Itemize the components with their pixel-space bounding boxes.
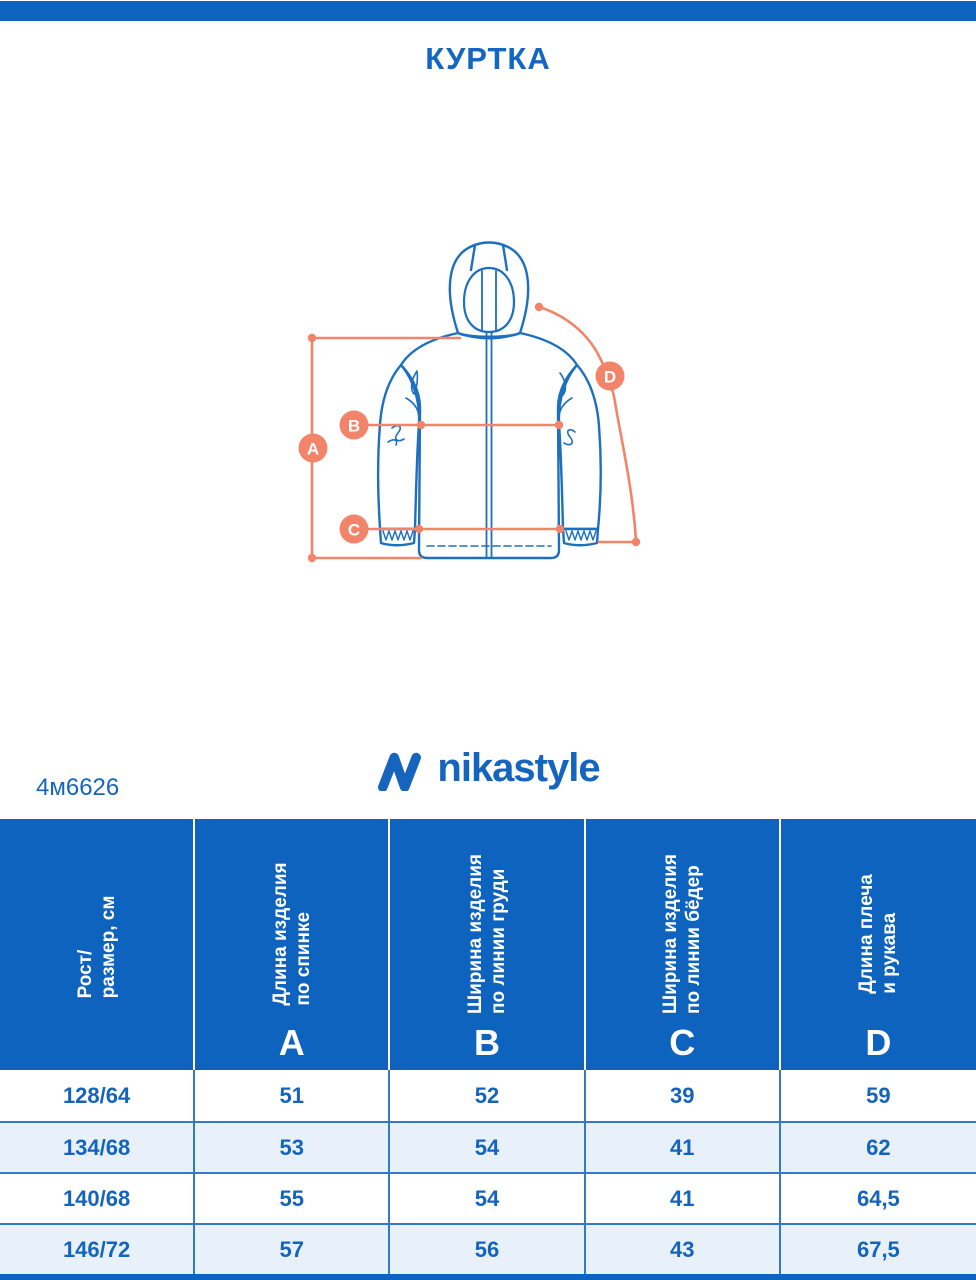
value-cell-b: 54	[390, 1121, 585, 1172]
value-cell-c: 43	[586, 1223, 781, 1274]
column-label-size: Рост/ размер, см	[74, 895, 119, 999]
value-cell-b: 56	[390, 1223, 585, 1274]
value-cell-d: 62	[781, 1121, 976, 1172]
value-cell-d: 64,5	[781, 1172, 976, 1223]
brand-logo	[0, 744, 976, 796]
jacket-body	[401, 333, 577, 558]
value-cell-c: 39	[586, 1070, 781, 1121]
column-label-b: Ширина изделия по линии груди	[464, 854, 509, 1015]
size-cell: 134/68	[0, 1121, 195, 1172]
column-header-b	[390, 819, 585, 1070]
brand-name: nikastyle	[437, 745, 600, 790]
measurement-marker-b	[340, 411, 369, 440]
table-body	[0, 1070, 976, 1274]
column-letter-a: A	[278, 1022, 305, 1063]
value-cell-b: 52	[390, 1070, 585, 1121]
column-letter-b: B	[473, 1022, 500, 1063]
table-header-row	[0, 819, 976, 1070]
value-cell-b: 54	[390, 1172, 585, 1223]
page-title: КУРТКА	[425, 41, 551, 76]
column-header-a	[195, 819, 390, 1070]
jacket-measurement-diagram	[280, 228, 680, 588]
column-label-a: Длина изделия по спинке	[269, 862, 314, 1007]
column-letter-d: D	[865, 1022, 892, 1063]
hood-opening	[464, 268, 514, 332]
top-bar	[0, 1, 976, 21]
value-cell-c: 41	[586, 1172, 781, 1223]
marker-letter-c: C	[347, 520, 361, 540]
column-header-size	[0, 819, 195, 1070]
size-table	[0, 819, 976, 1280]
size-cell: 140/68	[0, 1172, 195, 1223]
value-cell-d: 59	[781, 1070, 976, 1121]
marker-letter-b: B	[347, 416, 361, 436]
value-cell-a: 55	[195, 1172, 390, 1223]
bottom-bar	[0, 1274, 976, 1280]
value-cell-c: 41	[586, 1121, 781, 1172]
value-cell-a: 53	[195, 1121, 390, 1172]
measurement-marker-c	[340, 515, 369, 544]
size-cell: 146/72	[0, 1223, 195, 1274]
value-cell-d: 67,5	[781, 1223, 976, 1274]
article-code: 4м6626	[36, 774, 120, 801]
jacket-left-sleeve	[378, 365, 419, 529]
column-label-d: Длина плеча и рукава	[856, 874, 901, 995]
column-header-c	[586, 819, 781, 1070]
jacket-illustration	[378, 243, 601, 559]
column-letter-c: C	[669, 1022, 696, 1063]
column-label-c: Ширина изделия по линии бёдер	[660, 854, 705, 1015]
column-header-d	[781, 819, 976, 1070]
size-cell: 128/64	[0, 1070, 195, 1121]
measurement-marker-a	[299, 434, 328, 463]
marker-letter-a: A	[306, 439, 320, 459]
measurement-marker-d	[596, 362, 625, 391]
brand-logo-wave-icon	[376, 749, 422, 791]
value-cell-a: 51	[195, 1070, 390, 1121]
value-cell-a: 57	[195, 1223, 390, 1274]
marker-letter-d: D	[603, 367, 617, 387]
